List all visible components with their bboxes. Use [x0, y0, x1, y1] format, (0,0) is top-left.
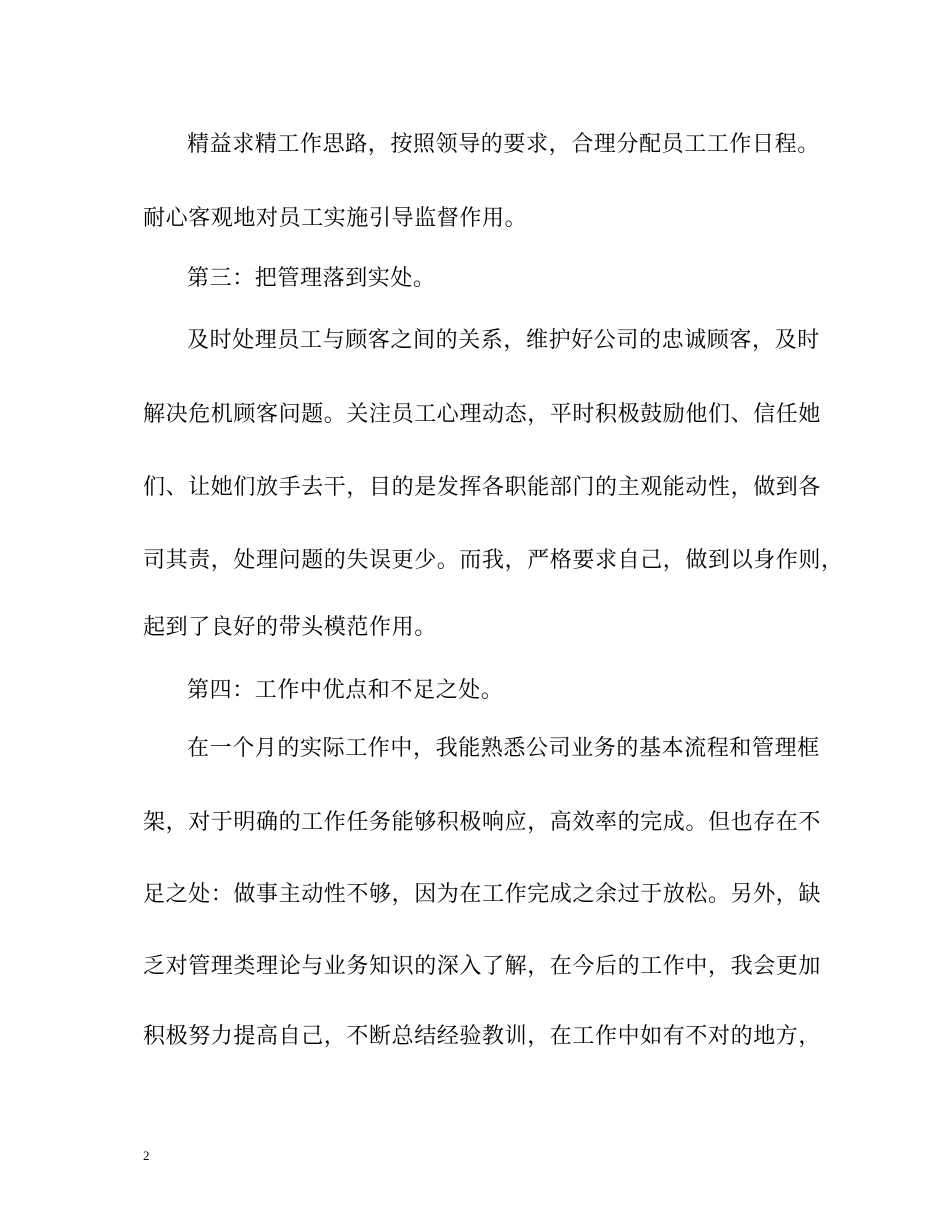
- text-line: 及时处理员工与顾客之间的关系，维护好公司的忠诚顾客，及时: [187, 328, 820, 353]
- text-line: 架，对于明确的工作任务能够积极响应，高效率的完成。但也存在不: [143, 810, 822, 835]
- section-heading: 第四：工作中优点和不足之处。: [187, 678, 504, 703]
- text-line: 在一个月的实际工作中，我能熟悉公司业务的基本流程和管理框: [187, 736, 820, 761]
- text-line: 司其责，处理问题的失误更少。而我，严格要求自己，做到以身作则，: [143, 548, 844, 573]
- page-number: 2: [143, 1148, 150, 1163]
- text-line: 解决危机顾客问题。关注员工心理动态，平时积极鼓励他们、信任她: [143, 402, 822, 427]
- text-line: 积极努力提高自己，不断总结经验教训，在工作中如有不对的地方，: [143, 1024, 822, 1049]
- text-line: 足之处：做事主动性不够，因为在工作完成之余过于放松。另外，缺: [143, 882, 822, 907]
- text-line: 耐心客观地对员工实施引导监督作用。: [143, 206, 528, 231]
- section-heading: 第三：把管理落到实处。: [187, 266, 436, 291]
- text-line: 起到了良好的带头模范作用。: [143, 615, 437, 640]
- text-line: 乏对管理类理论与业务知识的深入了解，在今后的工作中，我会更加: [143, 954, 822, 979]
- text-line: 精益求精工作思路，按照领导的要求，合理分配员工工作日程。: [187, 132, 820, 157]
- text-line: 们、让她们放手去干，目的是发挥各职能部门的主观能动性，做到各: [143, 475, 822, 500]
